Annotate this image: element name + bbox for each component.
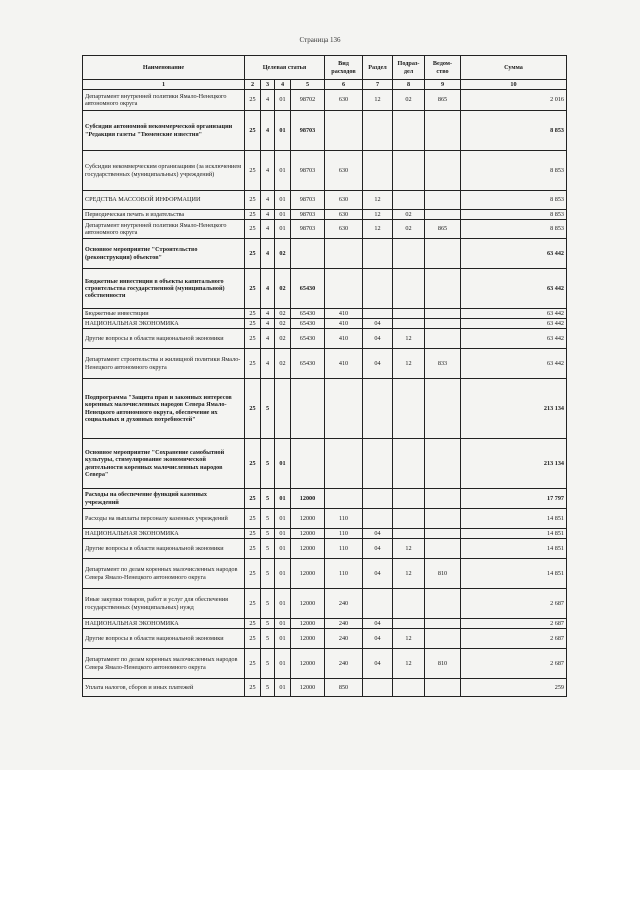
- cell-section: 04: [363, 329, 393, 349]
- cell-subsection: [393, 111, 425, 151]
- row-name: Департамент строительства и жилищной политики Ямало-Ненецкого автономного округа: [83, 349, 245, 379]
- cell-direction: 65430: [291, 349, 325, 379]
- cell-measure: 01: [275, 151, 291, 191]
- cell-department: [425, 679, 461, 697]
- cell-expense-type: 410: [325, 309, 363, 319]
- table-row: [83, 559, 567, 589]
- cell-department: 810: [425, 559, 461, 589]
- cell-department: [425, 629, 461, 649]
- cell-department: [425, 489, 461, 509]
- cell-subprogram: 4: [261, 220, 275, 239]
- cell-department: 810: [425, 649, 461, 679]
- cell-program: 25: [245, 589, 261, 619]
- cell-department: [425, 269, 461, 309]
- table-row: [83, 191, 567, 210]
- cell-direction: 65430: [291, 329, 325, 349]
- cell-program: 25: [245, 559, 261, 589]
- cell-expense-type: [325, 111, 363, 151]
- cell-subsection: 12: [393, 559, 425, 589]
- cell-subsection: [393, 239, 425, 269]
- cell-subprogram: 5: [261, 619, 275, 629]
- cell-expense-type: 240: [325, 649, 363, 679]
- cell-subsection: [393, 589, 425, 619]
- cell-program: 25: [245, 619, 261, 629]
- cell-subsection: [393, 489, 425, 509]
- cell-direction: 98702: [291, 90, 325, 111]
- cell-section: [363, 269, 393, 309]
- cell-subprogram: 5: [261, 649, 275, 679]
- cell-department: [425, 239, 461, 269]
- cell-sum: 8 853: [461, 151, 567, 191]
- cell-sum: 14 851: [461, 539, 567, 559]
- cell-program: 25: [245, 509, 261, 529]
- row-name: НАЦИОНАЛЬНАЯ ЭКОНОМИКА: [83, 319, 245, 329]
- row-name: Расходы на обеспечение функций казенных учреждений: [83, 489, 245, 509]
- cell-program: 25: [245, 210, 261, 220]
- cell-measure: 01: [275, 619, 291, 629]
- cell-subsection: 12: [393, 539, 425, 559]
- cell-subsection: [393, 319, 425, 329]
- cell-sum: 63 442: [461, 309, 567, 319]
- cell-sum: 63 442: [461, 319, 567, 329]
- cell-direction: 12000: [291, 529, 325, 539]
- cell-department: [425, 210, 461, 220]
- cell-direction: 65430: [291, 269, 325, 309]
- cell-direction: 12000: [291, 679, 325, 697]
- cell-measure: 01: [275, 539, 291, 559]
- cell-department: [425, 439, 461, 489]
- column-number: 2: [245, 80, 261, 90]
- cell-subprogram: 4: [261, 349, 275, 379]
- table-row: [83, 589, 567, 619]
- cell-direction: 12000: [291, 539, 325, 559]
- column-number-row: [83, 80, 567, 90]
- cell-expense-type: [325, 379, 363, 439]
- cell-subsection: [393, 509, 425, 529]
- cell-sum: 63 442: [461, 349, 567, 379]
- cell-expense-type: [325, 439, 363, 489]
- cell-department: [425, 539, 461, 559]
- table-body: [83, 90, 567, 697]
- cell-measure: 01: [275, 439, 291, 489]
- cell-section: [363, 379, 393, 439]
- row-name: НАЦИОНАЛЬНАЯ ЭКОНОМИКА: [83, 619, 245, 629]
- cell-subsection: 02: [393, 210, 425, 220]
- cell-section: [363, 309, 393, 319]
- table-row: [83, 649, 567, 679]
- row-name: Субсидии автономной некоммерческой организации "Редакция газеты "Тюменские известия": [83, 111, 245, 151]
- cell-section: 04: [363, 529, 393, 539]
- cell-program: 25: [245, 539, 261, 559]
- table-row: [83, 529, 567, 539]
- column-number: 10: [461, 80, 567, 90]
- table-row: [83, 629, 567, 649]
- cell-section: [363, 111, 393, 151]
- cell-section: [363, 589, 393, 619]
- header-section: Раздел: [363, 56, 393, 80]
- cell-measure: 01: [275, 529, 291, 539]
- cell-section: 04: [363, 619, 393, 629]
- cell-subprogram: 5: [261, 679, 275, 697]
- cell-section: 12: [363, 210, 393, 220]
- cell-subsection: [393, 679, 425, 697]
- row-name: Департамент внутренней политики Ямало-Ненецкого автономного округа: [83, 90, 245, 111]
- cell-expense-type: 850: [325, 679, 363, 697]
- cell-sum: 63 442: [461, 239, 567, 269]
- cell-subprogram: 4: [261, 309, 275, 319]
- cell-program: 25: [245, 309, 261, 319]
- cell-subprogram: 4: [261, 319, 275, 329]
- cell-program: 25: [245, 629, 261, 649]
- cell-expense-type: [325, 489, 363, 509]
- cell-direction: 98703: [291, 151, 325, 191]
- cell-program: 25: [245, 349, 261, 379]
- cell-expense-type: 110: [325, 539, 363, 559]
- cell-subprogram: 5: [261, 489, 275, 509]
- cell-program: 25: [245, 529, 261, 539]
- page-number-label: Страница 136: [299, 36, 341, 44]
- table-row: [83, 309, 567, 319]
- cell-department: [425, 509, 461, 529]
- cell-sum: 2 016: [461, 90, 567, 111]
- row-name: Другие вопросы в области национальной экономики: [83, 629, 245, 649]
- row-name: Департамент по делам коренных малочисленных народов Севера Ямало-Ненецкого автономного округа: [83, 559, 245, 589]
- cell-measure: 01: [275, 210, 291, 220]
- cell-sum: 17 797: [461, 489, 567, 509]
- cell-program: 25: [245, 489, 261, 509]
- column-number: 8: [393, 80, 425, 90]
- cell-subprogram: 4: [261, 111, 275, 151]
- header-sum: Сумма: [461, 56, 567, 80]
- cell-direction: 12000: [291, 559, 325, 589]
- cell-program: 25: [245, 439, 261, 489]
- cell-expense-type: 630: [325, 151, 363, 191]
- table-row: [83, 239, 567, 269]
- cell-expense-type: 630: [325, 220, 363, 239]
- cell-expense-type: 240: [325, 589, 363, 619]
- cell-measure: 02: [275, 309, 291, 319]
- cell-subsection: [393, 269, 425, 309]
- cell-measure: 02: [275, 239, 291, 269]
- cell-expense-type: 410: [325, 329, 363, 349]
- cell-program: 25: [245, 269, 261, 309]
- cell-department: [425, 619, 461, 629]
- row-name: Подпрограмма "Защита прав и законных интересов коренных малочисленных народов Севера Ямало-Ненецкого автономного округа, обеспечение их социальных и духовных потребностей": [83, 379, 245, 439]
- cell-sum: 14 851: [461, 509, 567, 529]
- cell-expense-type: 110: [325, 559, 363, 589]
- column-number: 5: [291, 80, 325, 90]
- cell-sum: 8 853: [461, 111, 567, 151]
- cell-sum: 2 687: [461, 649, 567, 679]
- column-number: 7: [363, 80, 393, 90]
- cell-subsection: [393, 439, 425, 489]
- row-name: НАЦИОНАЛЬНАЯ ЭКОНОМИКА: [83, 529, 245, 539]
- cell-program: 25: [245, 329, 261, 349]
- cell-section: 04: [363, 559, 393, 589]
- cell-direction: 12000: [291, 649, 325, 679]
- cell-subprogram: 5: [261, 439, 275, 489]
- cell-subprogram: 5: [261, 539, 275, 559]
- cell-subprogram: 4: [261, 210, 275, 220]
- table-row: [83, 269, 567, 309]
- cell-section: [363, 509, 393, 529]
- cell-direction: 65430: [291, 309, 325, 319]
- cell-expense-type: 240: [325, 619, 363, 629]
- table-row: [83, 349, 567, 379]
- cell-subprogram: 4: [261, 239, 275, 269]
- cell-direction: 65430: [291, 319, 325, 329]
- cell-direction: 12000: [291, 629, 325, 649]
- cell-department: [425, 309, 461, 319]
- table-row: [83, 489, 567, 509]
- cell-direction: 98703: [291, 210, 325, 220]
- budget-table: [82, 55, 567, 697]
- cell-expense-type: 630: [325, 90, 363, 111]
- row-name: СРЕДСТВА МАССОВОЙ ИНФОРМАЦИИ: [83, 191, 245, 210]
- header-name: Наименование: [83, 56, 245, 80]
- cell-measure: 01: [275, 489, 291, 509]
- cell-measure: 01: [275, 589, 291, 619]
- cell-program: 25: [245, 111, 261, 151]
- cell-subsection: [393, 191, 425, 210]
- cell-measure: 02: [275, 319, 291, 329]
- cell-direction: 12000: [291, 509, 325, 529]
- header-subsection: Подраз-дел: [393, 56, 425, 80]
- cell-sum: 259: [461, 679, 567, 697]
- cell-measure: 01: [275, 649, 291, 679]
- row-name: Основное мероприятие "Сохранение самобытной культуры, стимулирование экономической деятельности коренных малочисленных народов Севера": [83, 439, 245, 489]
- cell-sum: 213 134: [461, 439, 567, 489]
- cell-subprogram: 5: [261, 559, 275, 589]
- cell-measure: 01: [275, 90, 291, 111]
- cell-section: 12: [363, 220, 393, 239]
- cell-sum: 2 687: [461, 589, 567, 619]
- cell-subsection: 02: [393, 220, 425, 239]
- cell-measure: 01: [275, 191, 291, 210]
- row-name: Бюджетные инвестиции в объекты капитального строительства государственной (муниципальной) собственности: [83, 269, 245, 309]
- cell-expense-type: 630: [325, 210, 363, 220]
- cell-measure: 02: [275, 329, 291, 349]
- cell-sum: 63 442: [461, 329, 567, 349]
- cell-section: 12: [363, 90, 393, 111]
- cell-subsection: [393, 151, 425, 191]
- table-row: [83, 509, 567, 529]
- cell-department: 865: [425, 90, 461, 111]
- table-row: [83, 679, 567, 697]
- cell-direction: [291, 239, 325, 269]
- cell-expense-type: [325, 269, 363, 309]
- row-name: Иные закупки товаров, работ и услуг для обеспечения государственных (муниципальных) нужд: [83, 589, 245, 619]
- cell-direction: 12000: [291, 589, 325, 619]
- cell-expense-type: 630: [325, 191, 363, 210]
- cell-department: 833: [425, 349, 461, 379]
- header-expense-type: Вид расходов: [325, 56, 363, 80]
- cell-section: [363, 439, 393, 489]
- cell-subsection: 12: [393, 329, 425, 349]
- cell-section: [363, 151, 393, 191]
- cell-program: 25: [245, 379, 261, 439]
- cell-expense-type: 110: [325, 529, 363, 539]
- cell-direction: 12000: [291, 619, 325, 629]
- cell-program: 25: [245, 649, 261, 679]
- cell-sum: 8 853: [461, 220, 567, 239]
- row-name: Другие вопросы в области национальной экономики: [83, 329, 245, 349]
- cell-program: 25: [245, 220, 261, 239]
- cell-department: [425, 589, 461, 619]
- cell-expense-type: 240: [325, 629, 363, 649]
- cell-sum: 2 687: [461, 619, 567, 629]
- row-name: Бюджетные инвестиции: [83, 309, 245, 319]
- cell-section: 04: [363, 319, 393, 329]
- cell-department: [425, 379, 461, 439]
- cell-subsection: 02: [393, 90, 425, 111]
- cell-sum: 14 851: [461, 559, 567, 589]
- row-name: Основное мероприятие "Строительство (реконструкция) объектов": [83, 239, 245, 269]
- column-number: 4: [275, 80, 291, 90]
- cell-subsection: [393, 529, 425, 539]
- cell-subsection: [393, 309, 425, 319]
- table-row: [83, 111, 567, 151]
- cell-direction: 98703: [291, 191, 325, 210]
- cell-program: 25: [245, 90, 261, 111]
- row-name: Департамент внутренней политики Ямало-Ненецкого автономного округа: [83, 220, 245, 239]
- cell-section: 04: [363, 629, 393, 649]
- column-number: 6: [325, 80, 363, 90]
- cell-expense-type: [325, 239, 363, 269]
- cell-program: 25: [245, 151, 261, 191]
- cell-section: 04: [363, 539, 393, 559]
- cell-direction: 98703: [291, 220, 325, 239]
- cell-subsection: 12: [393, 629, 425, 649]
- cell-department: [425, 319, 461, 329]
- cell-measure: 01: [275, 559, 291, 589]
- cell-subprogram: 5: [261, 529, 275, 539]
- table-row: [83, 319, 567, 329]
- cell-measure: [275, 379, 291, 439]
- row-name: Периодическая печать и издательства: [83, 210, 245, 220]
- cell-department: [425, 151, 461, 191]
- header-department: Ведом-ство: [425, 56, 461, 80]
- cell-sum: 213 134: [461, 379, 567, 439]
- cell-measure: 02: [275, 349, 291, 379]
- table-row: [83, 90, 567, 111]
- cell-program: 25: [245, 679, 261, 697]
- cell-section: 04: [363, 349, 393, 379]
- row-name: Субсидии некоммерческим организациям (за исключением государственных (муниципальных) учреждений): [83, 151, 245, 191]
- table-row: [83, 151, 567, 191]
- row-name: Уплата налогов, сборов и иных платежей: [83, 679, 245, 697]
- cell-subsection: 12: [393, 649, 425, 679]
- table-row: [83, 379, 567, 439]
- cell-section: [363, 679, 393, 697]
- cell-sum: 63 442: [461, 269, 567, 309]
- cell-sum: 8 853: [461, 210, 567, 220]
- cell-sum: 2 687: [461, 629, 567, 649]
- cell-program: 25: [245, 191, 261, 210]
- cell-direction: 98703: [291, 111, 325, 151]
- cell-expense-type: 410: [325, 319, 363, 329]
- cell-measure: 01: [275, 509, 291, 529]
- column-number: 9: [425, 80, 461, 90]
- cell-section: 12: [363, 191, 393, 210]
- cell-sum: 14 851: [461, 529, 567, 539]
- cell-subprogram: 4: [261, 269, 275, 309]
- cell-department: [425, 529, 461, 539]
- cell-direction: [291, 439, 325, 489]
- cell-measure: 01: [275, 679, 291, 697]
- cell-subprogram: 4: [261, 90, 275, 111]
- cell-measure: 02: [275, 269, 291, 309]
- cell-measure: 01: [275, 220, 291, 239]
- table-row: [83, 329, 567, 349]
- cell-sum: 8 853: [461, 191, 567, 210]
- table-row: [83, 220, 567, 239]
- cell-measure: 01: [275, 111, 291, 151]
- cell-department: 865: [425, 220, 461, 239]
- cell-subprogram: 4: [261, 329, 275, 349]
- cell-department: [425, 329, 461, 349]
- cell-subprogram: 5: [261, 629, 275, 649]
- cell-measure: 01: [275, 629, 291, 649]
- cell-subprogram: 5: [261, 379, 275, 439]
- table-row: [83, 539, 567, 559]
- row-name: Департамент по делам коренных малочисленных народов Севера Ямало-Ненецкого автономного округа: [83, 649, 245, 679]
- cell-subprogram: 4: [261, 191, 275, 210]
- column-number: 3: [261, 80, 275, 90]
- table-row: [83, 619, 567, 629]
- row-name: Другие вопросы в области национальной экономики: [83, 539, 245, 559]
- cell-subprogram: 5: [261, 589, 275, 619]
- row-name: Расходы на выплаты персоналу казенных учреждений: [83, 509, 245, 529]
- cell-section: 04: [363, 649, 393, 679]
- header-target-article: Целевая статья: [245, 56, 325, 80]
- cell-program: 25: [245, 319, 261, 329]
- cell-department: [425, 191, 461, 210]
- cell-section: [363, 239, 393, 269]
- table-header-row: [83, 56, 567, 80]
- cell-subsection: 12: [393, 349, 425, 379]
- cell-direction: 12000: [291, 489, 325, 509]
- cell-section: [363, 489, 393, 509]
- table-row: [83, 439, 567, 489]
- cell-subsection: [393, 379, 425, 439]
- cell-expense-type: 410: [325, 349, 363, 379]
- cell-subsection: [393, 619, 425, 629]
- cell-direction: [291, 379, 325, 439]
- column-number: 1: [83, 80, 245, 90]
- cell-program: 25: [245, 239, 261, 269]
- cell-expense-type: 110: [325, 509, 363, 529]
- table-row: [83, 210, 567, 220]
- cell-subprogram: 5: [261, 509, 275, 529]
- cell-department: [425, 111, 461, 151]
- cell-subprogram: 4: [261, 151, 275, 191]
